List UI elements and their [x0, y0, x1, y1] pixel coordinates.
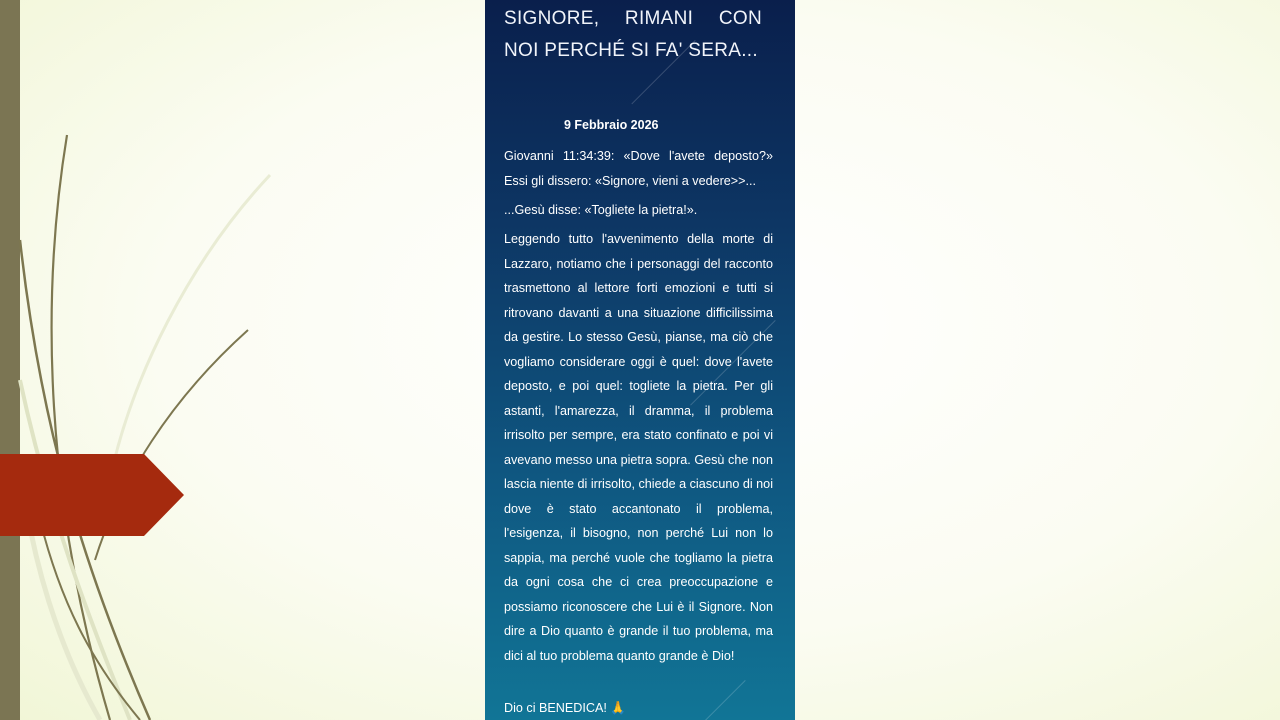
devotional-panel: [485, 0, 795, 720]
red-arrow-shape: [0, 454, 184, 536]
verse-text: Giovanni 11:34:39: «Dove l'avete deposto?» Essi gli dissero: «Signore, vieni a vedere>>...: [504, 149, 773, 188]
blessing-text: Dio ci BENEDICA! 🙏: [504, 701, 627, 715]
quote-text: ...Gesù disse: «Togliete la pietra!».: [504, 203, 698, 217]
panel-date: 9 Febbraio 2026: [564, 118, 659, 132]
panel-title: SIGNORE, RIMANI CON NOI PERCHÉ SI FA' SERA...: [504, 8, 762, 61]
grass-decoration: [0, 0, 300, 720]
reflection-text: Leggendo tutto l'avvenimento della morte di Lazzaro, notiamo che i personaggi del racconto trasmettono al lettore forti emozioni e tutti si ritrovano davanti a una situazione difficilissima da gestire. Lo stesso Gesù, pianse, ma ciò che vogliamo considerare oggi è quel: dove l'avete deposto, e poi quel: togliete la pietra. Per gli astanti, l'amarezza, il dramma, il problema irrisolto per sempre, era stato confinato e poi vi avevano messo una pietra sopra. Gesù che non lascia niente di irrisolto, chiede a ciascuno di noi dove è stato accantonato il problema, l'esigenza, il bisogno, non perché Lui non lo sappia, ma perché vuole che togliamo la pietra da ogni cosa che ci crea preoccupazione e possiamo riconoscere che Lui è il Signore. Non dire a Dio quanto è grande il tuo problema, ma dici al tuo problema quanto grande è Dio!: [504, 232, 773, 663]
